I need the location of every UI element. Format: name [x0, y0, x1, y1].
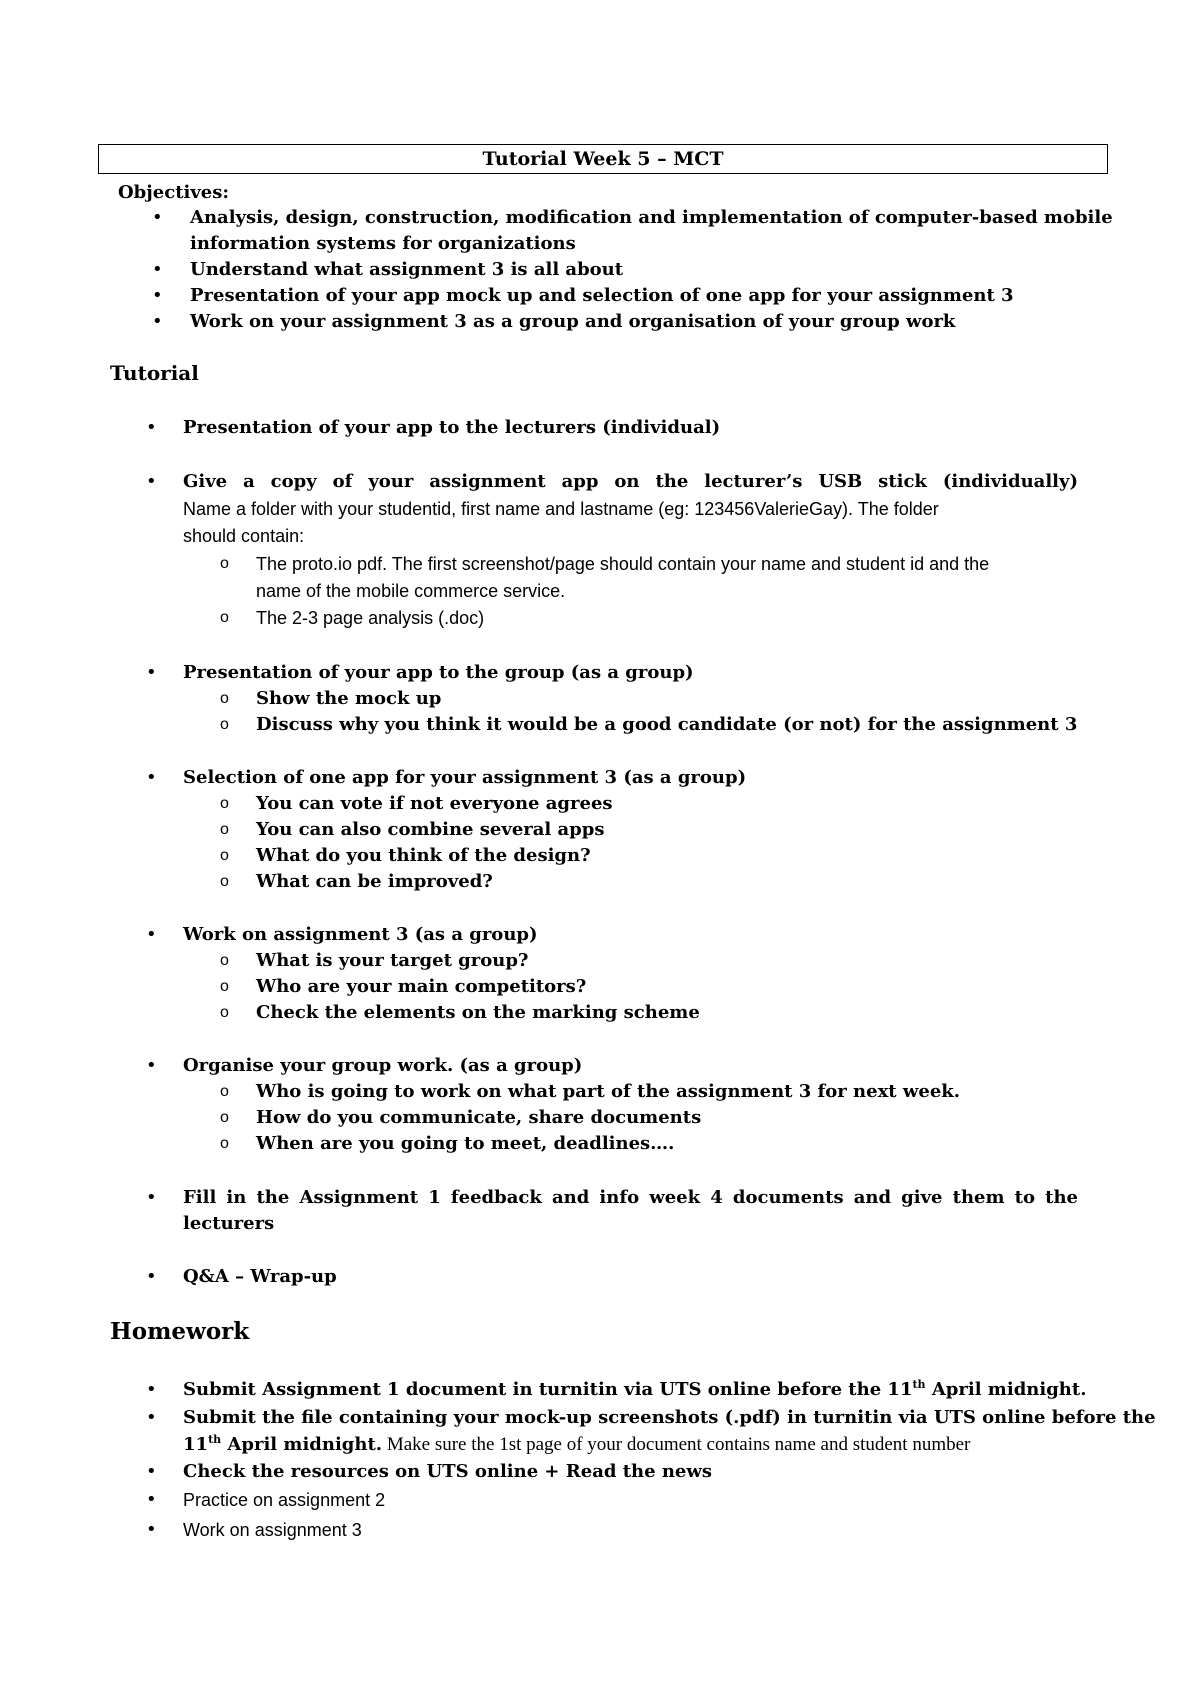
- bullet-icon: •: [146, 924, 157, 945]
- homework-item-resources: Check the resources on UTS online + Read the news: [183, 1461, 712, 1482]
- bullet-icon: •: [146, 1519, 157, 1540]
- bullet-icon: •: [152, 285, 163, 306]
- objective-item: Presentation of your app mock up and selection of one app for your assignment 3: [190, 285, 1014, 306]
- bullet-icon: •: [146, 417, 157, 438]
- bullet-icon: •: [146, 1187, 157, 1208]
- superscript: th: [208, 1433, 222, 1446]
- superscript: th: [912, 1378, 926, 1391]
- sub-item-proto-pdf-continued: name of the mobile commerce service.: [256, 581, 566, 601]
- tutorial-heading: Tutorial: [110, 361, 199, 385]
- tutorial-item-present-group: Presentation of your app to the group (as a group): [183, 662, 694, 683]
- tutorial-item-organise: Organise your group work. (as a group): [183, 1055, 583, 1076]
- sub-item: You can vote if not everyone agrees: [256, 793, 613, 814]
- sub-bullet-icon: o: [220, 609, 229, 626]
- bullet-icon: •: [146, 1379, 157, 1400]
- objective-item: Work on your assignment 3 as a group and organisation of your group work: [190, 311, 956, 332]
- sub-item: What is your target group?: [256, 950, 529, 971]
- objective-item-continued: information systems for organizations: [190, 233, 576, 254]
- bullet-icon: •: [146, 1266, 157, 1287]
- sub-item: What do you think of the design?: [256, 845, 591, 866]
- tutorial-item-feedback-continued: lecturers: [183, 1213, 275, 1234]
- tutorial-item-qa: Q&A – Wrap-up: [183, 1266, 337, 1287]
- homework-item-note: Make sure the 1st page of your document contains name and student number: [382, 1434, 971, 1455]
- bullet-icon: •: [146, 471, 157, 492]
- homework-item-text: 11: [183, 1434, 209, 1455]
- homework-item-submit-assignment1: [183, 1378, 1086, 1402]
- sub-item: What can be improved?: [256, 871, 493, 892]
- sub-bullet-icon: o: [220, 795, 229, 812]
- bullet-icon: •: [146, 1407, 157, 1428]
- tutorial-item-feedback: Fill in the Assignment 1 feedback and info week 4 documents and give them to the: [183, 1187, 1078, 1208]
- tutorial-item-present-lecturers: Presentation of your app to the lecturers (individual): [183, 417, 721, 438]
- homework-item-submit-mockup-continued: [183, 1433, 970, 1457]
- bullet-icon: •: [146, 1055, 157, 1076]
- sub-item: Show the mock up: [256, 688, 442, 709]
- objective-item: Understand what assignment 3 is all about: [190, 259, 624, 280]
- sub-item: Check the elements on the marking scheme: [256, 1002, 700, 1023]
- homework-item-text: April midnight.: [925, 1379, 1087, 1400]
- bullet-icon: •: [146, 1489, 157, 1510]
- tutorial-item-usb-desc: Name a folder with your studentid, first name and lastname (eg: 123456ValerieGay). The folder: [183, 499, 939, 519]
- bullet-icon: •: [152, 207, 163, 228]
- sub-item: Who are your main competitors?: [256, 976, 587, 997]
- tutorial-item-usb-desc-continued: should contain:: [183, 526, 305, 546]
- homework-item-practice: Practice on assignment 2: [183, 1490, 386, 1510]
- sub-bullet-icon: o: [220, 1004, 229, 1021]
- sub-item: Discuss why you think it would be a good candidate (or not) for the assignment 3: [256, 714, 1078, 735]
- homework-heading: Homework: [110, 1318, 250, 1345]
- tutorial-item-work-assignment: Work on assignment 3 (as a group): [183, 924, 538, 945]
- sub-bullet-icon: o: [220, 978, 229, 995]
- bullet-icon: •: [152, 259, 163, 280]
- sub-item-analysis-doc: The 2-3 page analysis (.doc): [256, 608, 485, 628]
- objectives-heading: Objectives:: [118, 182, 230, 203]
- page-title: [98, 144, 1108, 174]
- sub-bullet-icon: o: [220, 555, 229, 572]
- homework-item-text: April midnight.: [221, 1434, 383, 1455]
- bullet-icon: •: [146, 1461, 157, 1482]
- tutorial-item-usb-copy: Give a copy of your assignment app on the lecturer’s USB stick (individually): [183, 471, 1078, 492]
- sub-bullet-icon: o: [220, 716, 229, 733]
- sub-bullet-icon: o: [220, 821, 229, 838]
- sub-bullet-icon: o: [220, 690, 229, 707]
- sub-item-proto-pdf: The proto.io pdf. The first screenshot/page should contain your name and student id and the: [256, 554, 990, 574]
- objective-item: Analysis, design, construction, modification and implementation of computer-based mobile: [190, 207, 1113, 228]
- sub-bullet-icon: o: [220, 1083, 229, 1100]
- tutorial-item-selection: Selection of one app for your assignment 3 (as a group): [183, 767, 747, 788]
- sub-item: How do you communicate, share documents: [256, 1107, 702, 1128]
- homework-item-work: Work on assignment 3: [183, 1520, 362, 1540]
- homework-item-text: Submit Assignment 1 document in turnitin via UTS online before the 11: [183, 1379, 913, 1400]
- sub-bullet-icon: o: [220, 1109, 229, 1126]
- sub-bullet-icon: o: [220, 873, 229, 890]
- bullet-icon: •: [152, 311, 163, 332]
- sub-bullet-icon: o: [220, 1135, 229, 1152]
- sub-item: When are you going to meet, deadlines….: [256, 1133, 675, 1154]
- sub-item: Who is going to work on what part of the assignment 3 for next week.: [256, 1081, 961, 1102]
- bullet-icon: •: [146, 662, 157, 683]
- sub-bullet-icon: o: [220, 847, 229, 864]
- homework-item-submit-mockup: Submit the file containing your mock-up screenshots (.pdf) in turnitin via UTS online before the: [183, 1407, 1156, 1428]
- page-title-text: Tutorial Week 5 – MCT: [482, 148, 724, 170]
- sub-item: You can also combine several apps: [256, 819, 605, 840]
- sub-bullet-icon: o: [220, 952, 229, 969]
- bullet-icon: •: [146, 767, 157, 788]
